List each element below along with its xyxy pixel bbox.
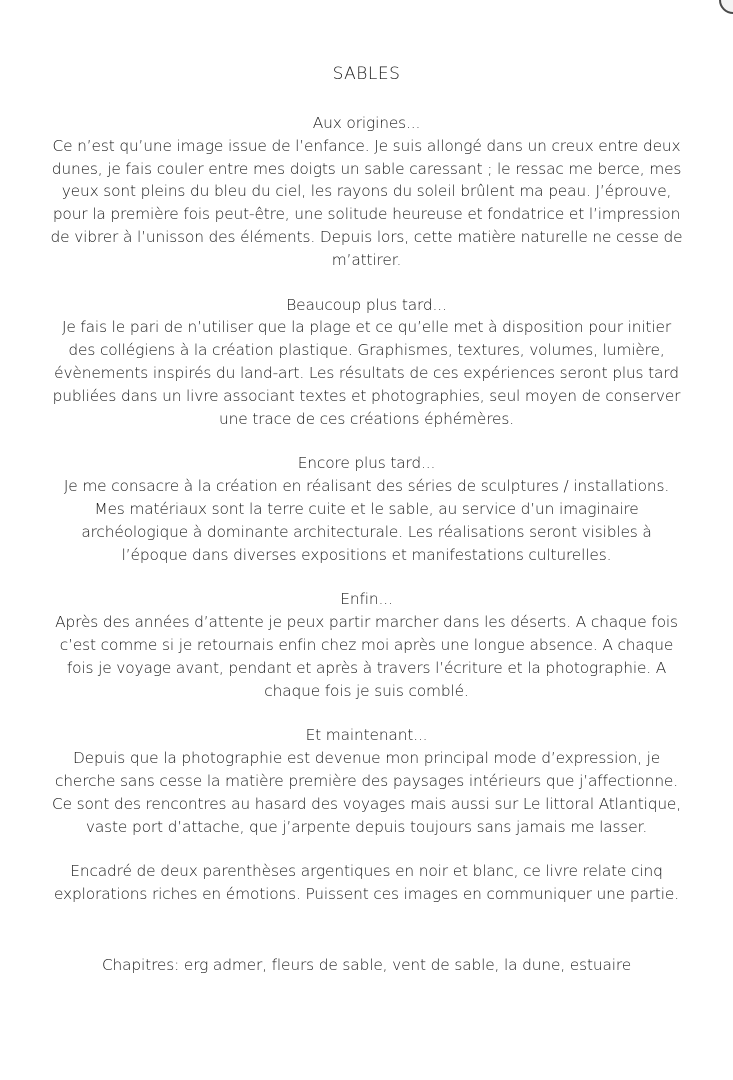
section-heading: Enfin...: [340, 590, 393, 609]
document-page: [50, 62, 683, 977]
section-much-later: [50, 294, 683, 431]
section-origins: [50, 112, 683, 272]
chapters-list: Chapitres: erg admer, fleurs de sable, vent de sable, la dune, estuaire: [101, 955, 632, 974]
section-paragraph: Depuis que la photographie est devenue mon principal mode d’expression, je cherche sans cesse la matière première des paysages intérieurs que j’affectionne. Ce sont des rencontres au hasard des voyages mais aussi sur Le littoral Atlantique, vaste port d’attache, que j’arpente depuis toujours sans jamais me lasser.: [51, 749, 681, 836]
section-paragraph: Je me consacre à la création en réalisant des séries de sculptures / installations. Mes matériaux sont la terre cuite et le sable, au service d’un imaginaire archéologique à dominante architecturale. Les réalisations seront visibles à l’époque dans diverses expositions et manifestations culturelles.: [63, 477, 670, 564]
closing-paragraph: Encadré de deux parenthèses argentiques en noir et blanc, ce livre relate cinq explorations riches en émotions. Puissent ces images en communiquer une partie.: [54, 862, 679, 904]
section-paragraph: Après des années d’attente je peux partir marcher dans les déserts. A chaque fois c’est comme si je retournais enfin chez moi après une longue absence. A chaque fois je voyage avant, pendant et après à travers l’écriture et la photographie. A chaque fois je suis comblé.: [55, 613, 678, 700]
section-finally: [50, 588, 683, 702]
section-heading: Et maintenant...: [305, 726, 428, 745]
section-paragraph: Je fais le pari de n’utiliser que la plage et ce qu’elle met à disposition pour initier des collégiens à la création plastique. Graphismes, textures, volumes, lumière, évènements inspirés du land-art. Les résultats de ces expériences seront plus tard publiées dans un livre associant textes et photographies, seul moyen de conserver une trace de ces créations éphémères.: [52, 318, 681, 428]
document-title: SABLES: [332, 64, 401, 84]
section-even-later: [50, 452, 683, 566]
section-paragraph: Ce n’est qu’une image issue de l’enfance. Je suis allongé dans un creux entre deux dunes, je fais couler entre mes doigts un sable caressant ; le ressac me berce, mes yeux sont pleins du bleu du ciel, les rayons du soleil brûlent ma peau. J’éprouve, pour la première fois peut-être, une solitude heureuse et fondatrice et l’impression de vibrer à l’unisson des éléments. Depuis lors, cette matière naturelle ne cesse de m’attirer.: [50, 136, 683, 269]
section-heading: Beaucoup plus tard...: [286, 295, 447, 314]
section-heading: Encore plus tard...: [297, 454, 436, 473]
section-now: [50, 724, 683, 838]
corner-scroll-marker: [719, 0, 733, 14]
section-heading: Aux origines...: [312, 114, 421, 132]
